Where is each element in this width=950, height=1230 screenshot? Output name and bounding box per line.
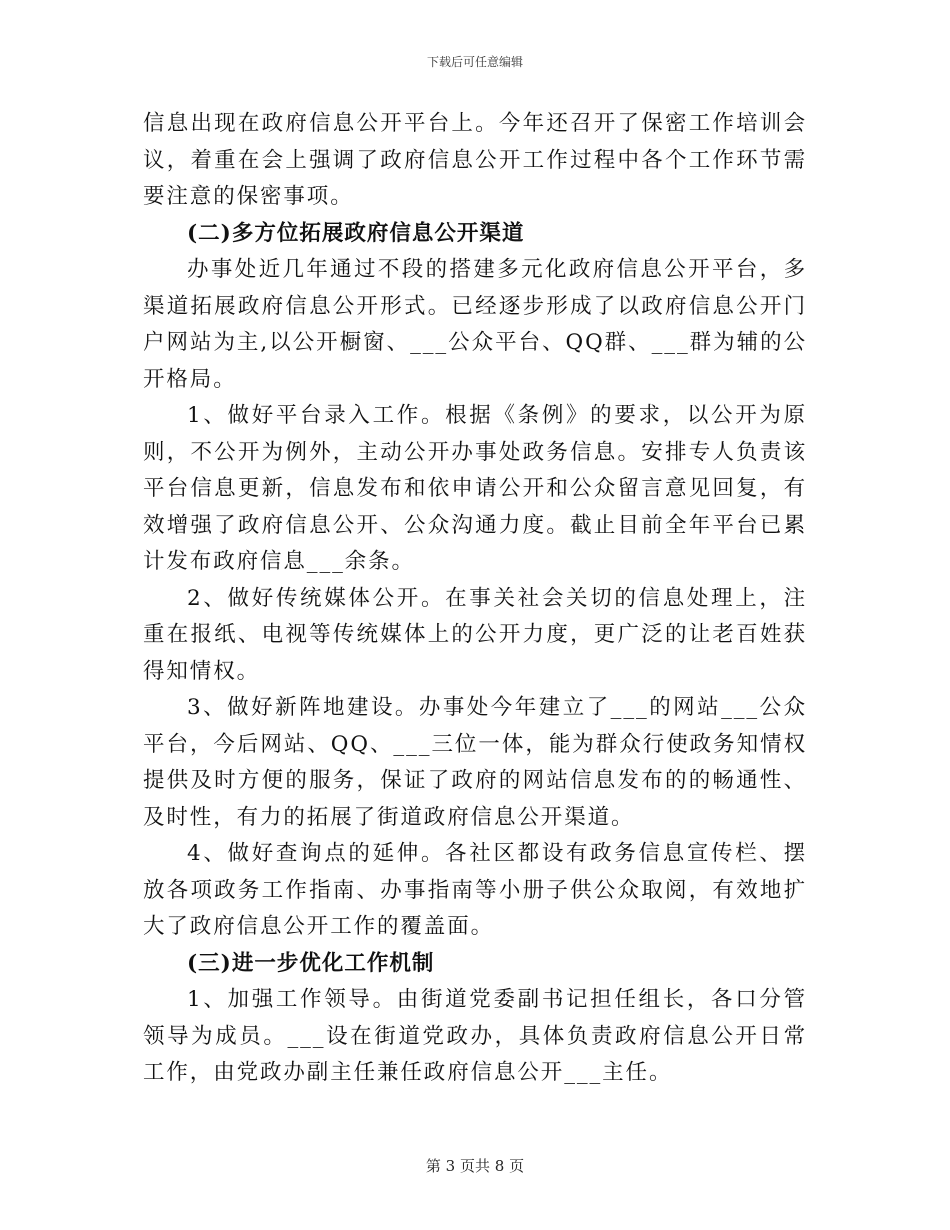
section-heading-2: (二)多方位拓展政府信息公开渠道 [187,220,525,246]
paragraph-continuation: 信息出现在政府信息公开平台上。今年还召开了保密工作培训会议，着重在会上强调了政府信息公开工作过程中各个工作环节需要注意的保密事项。 [143,111,807,209]
paragraph-leadership: 1、加强工作领导。由街道党委副书记担任组长，各口分管领导为成员。___设在街道党政办，具体负责政府信息公开日常工作，由党政办副主任兼任政府信息公开___主任。 [143,987,807,1085]
paragraph-item-2-media: 2、做好传统媒体公开。在事关社会关切的信息处理上，注重在报纸、电视等传统媒体上的公开力度，更广泛的让老百姓获得知情权。 [143,585,807,684]
paragraph-channels-intro: 办事处近几年通过不段的搭建多元化政府信息公开平台，多渠道拓展政府信息公开形式。已经逐步形成了以政府信息公开门户网站为主,以公开橱窗、___公众平台、QQ群、___群为辅的公开格局。 [143,257,807,392]
paragraph-item-3-new-platform: 3、做好新阵地建设。办事处今年建立了___的网站___公众平台，今后网站、QQ、___三位一体，能为群众行使政务知情权提供及时方便的服务，保证了政府的网站信息发布的的畅通性、及时性，有力的拓展了街道政府信息公开渠道。 [143,695,807,830]
page-footer: 第 3 页共 8 页 [425,1157,525,1175]
page-header: 下载后可任意编辑 [426,55,523,69]
paragraph-item-4-query-points: 4、做好查询点的延伸。各社区都设有政务信息宣传栏、摆放各项政务工作指南、办事指南等小册子供公众取阅，有效地扩大了政府信息公开工作的覆盖面。 [143,841,807,939]
section-heading-3: (三)进一步优化工作机制 [187,950,435,976]
paragraph-item-1-platform: 1、做好平台录入工作。根据《条例》的要求，以公开为原则，不公开为例外，主动公开办事处政务信息。安排专人负责该平台信息更新，信息发布和依申请公开和公众留言意见回复，有效增强了政府信息公开、公众沟通力度。截止目前全年平台已累计发布政府信息___余条。 [143,403,807,574]
document-body [143,106,807,1092]
